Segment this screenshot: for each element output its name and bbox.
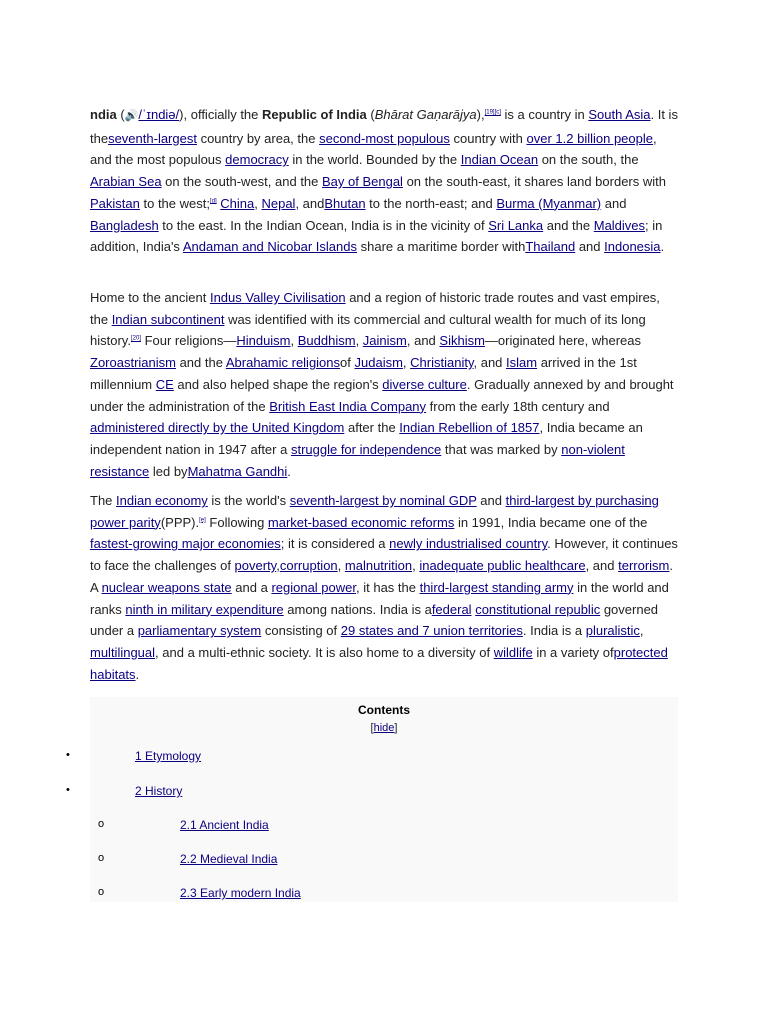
circle-bullet-icon: o xyxy=(98,852,105,864)
link-nuclear-weapons-state[interactable]: nuclear weapons state xyxy=(101,579,232,595)
toc-hide-link[interactable]: hide xyxy=(373,722,395,734)
citation-link[interactable]: [19][c] xyxy=(484,109,501,116)
link-ppp[interactable]: third-largest by purchasing power parity xyxy=(90,493,659,530)
link-sikhism[interactable]: Sikhism xyxy=(439,333,485,349)
toc-item-etymology[interactable]: 1 Etymology xyxy=(135,749,202,763)
history-paragraph: Home to the ancient Indus Valley Civilisation and a region of historic trade routes and vast empires, the Indian subcontinent was identified with its commercial and cultural wealth for much of its long history.[20] Four religions—Hinduism, Buddhism, Jainism, and Sikhism—originated here, whereas Zoroastrianism and the Abrahamic religionsof Judaism, Christianity, and Islam arrived in the 1st millennium CE and also helped shape the region's diverse culture. Gradually annexed by and brought under the administration of the British East India Company from the early 18th century and administered directly by the United Kingdom after the Indian Rebellion of 1857, India became an independent nation in 1947 after a struggle for independence that was marked by non-violent resistance led byMahatma Gandhi. xyxy=(90,290,674,479)
citation[interactable] xyxy=(485,110,501,116)
link-fastest-growing-economies[interactable]: fastest-growing major economies xyxy=(90,536,281,552)
citation-link[interactable]: [e] xyxy=(199,517,206,524)
toc-title: Contents xyxy=(358,703,410,717)
link-constitutional-republic[interactable]: constitutional republic xyxy=(475,601,601,617)
link-islam[interactable]: Islam xyxy=(506,355,538,371)
link-pakistan[interactable]: Pakistan xyxy=(90,195,140,211)
link-newly-industrialised[interactable]: newly industrialised country xyxy=(389,536,548,552)
toc-hide-toggle: [hide] xyxy=(370,722,398,734)
toc-item-history[interactable]: 2 History xyxy=(135,784,183,798)
bullet-icon: • xyxy=(66,784,70,796)
toc-item-ancient-india[interactable]: 2.1 Ancient India xyxy=(180,818,269,832)
link-indian-subcontinent[interactable]: Indian subcontinent xyxy=(111,311,225,327)
link-judaism[interactable]: Judaism xyxy=(354,355,403,371)
link-christianity[interactable]: Christianity xyxy=(410,355,474,371)
table-of-contents xyxy=(90,697,678,902)
link-bay-of-bengal[interactable]: Bay of Bengal xyxy=(322,174,403,190)
link-terrorism[interactable]: terrorism xyxy=(618,558,670,574)
link-healthcare[interactable]: inadequate public healthcare xyxy=(419,558,586,574)
link-seventh-largest[interactable]: seventh-largest xyxy=(108,130,197,146)
speaker-icon[interactable]: 🔊 xyxy=(124,110,139,122)
link-nominal-gdp[interactable]: seventh-largest by nominal GDP xyxy=(289,493,477,508)
link-abrahamic-religions[interactable]: Abrahamic religions xyxy=(225,355,341,371)
citation-link[interactable]: [d] xyxy=(209,198,217,205)
link-multilingual[interactable]: multilingual xyxy=(90,644,156,660)
link-mahatma-gandhi[interactable]: Mahatma Gandhi xyxy=(187,463,288,479)
link-pluralistic[interactable]: pluralistic xyxy=(585,623,640,639)
citation[interactable] xyxy=(210,198,217,204)
link-zoroastrianism[interactable]: Zoroastrianism xyxy=(90,355,176,371)
link-bhutan[interactable]: Bhutan xyxy=(324,195,366,211)
link-population[interactable]: over 1.2 billion people xyxy=(526,130,653,146)
citation[interactable] xyxy=(199,517,206,523)
link-malnutrition[interactable]: malnutrition xyxy=(344,558,413,574)
link-democracy[interactable]: democracy xyxy=(225,152,289,168)
intro-paragraph: ndia (🔊/ˈɪndiə/), officially the Republic of India (Bhārat Gaṇarājya),[19][c] is a country in South Asia. It is theseventh-largest country by area, the second-most populous country with over 1.2 billion people, and the most populous democracy in the world. Bounded by the Indian Ocean on the south, the Arabian Sea on the south-west, and the Bay of Bengal on the south-east, it shares land borders with Pakistan to the west;[d] China, Nepal, andBhutan to the north-east; and Burma (Myanmar) and Bangladesh to the east. In the Indian Ocean, India is in the vicinity of Sri Lanka and the Maldives; in addition, India's Andaman and Nicobar Islands share a maritime border withThailand and Indonesia. xyxy=(90,107,678,255)
link-poverty[interactable]: poverty xyxy=(234,558,277,574)
link-military-expenditure[interactable]: ninth in military expenditure xyxy=(125,601,284,617)
link-jainism[interactable]: Jainism xyxy=(362,333,407,349)
circle-bullet-icon: o xyxy=(98,886,105,898)
native-name: Bhārat Gaṇarājya xyxy=(374,107,477,122)
citation[interactable] xyxy=(131,336,141,342)
link-andaman-nicobar[interactable]: Andaman and Nicobar Islands xyxy=(182,239,357,255)
link-second-most-populous[interactable]: second-most populous xyxy=(319,130,450,146)
official-name: Republic of India xyxy=(262,107,367,122)
economy-paragraph: The Indian economy is the world's seventh-largest by nominal GDP and third-largest by purchasing power parity(PPP).[e] Following market-based economic reforms in 1991, India became one of the fastest-growing major economies; it is considered a newly industrialised country. However, it continues to face the challenges of poverty,corruption, malnutrition, inadequate public healthcare, and terrorism. A nuclear weapons state and a regional power, it has the third-largest standing army in the world and ranks ninth in military expenditure among nations. India is afederal constitutional republic governed under a parliamentary system consisting of 29 states and 7 union territories. India is a pluralistic, multilingual, and a multi-ethnic society. It is also home to a diversity of wildlife in a variety ofprotected habitats. xyxy=(90,493,678,682)
toc-item-early-modern-india[interactable]: 2.3 Early modern India xyxy=(180,886,301,900)
link-sri-lanka[interactable]: Sri Lanka xyxy=(488,217,544,233)
link-indus-valley[interactable]: Indus Valley Civilisation xyxy=(209,290,346,305)
link-ce[interactable]: CE xyxy=(155,376,174,392)
link-non-violent-resistance[interactable]: non-violent resistance xyxy=(90,441,625,479)
link-indian-rebellion[interactable]: Indian Rebellion of 1857 xyxy=(399,420,540,436)
link-corruption[interactable]: corruption xyxy=(279,558,338,574)
link-federal[interactable]: federal xyxy=(431,601,472,617)
link-burma[interactable]: Burma (Myanmar) xyxy=(496,195,602,211)
link-nepal[interactable]: Nepal xyxy=(261,195,296,211)
link-british-east-india-company[interactable]: British East India Company xyxy=(269,398,427,414)
link-buddhism[interactable]: Buddhism xyxy=(297,333,356,349)
link-maldives[interactable]: Maldives xyxy=(593,217,646,233)
link-indian-ocean[interactable]: Indian Ocean xyxy=(460,152,539,168)
link-arabian-sea[interactable]: Arabian Sea xyxy=(90,174,162,190)
link-south-asia[interactable]: South Asia xyxy=(588,107,651,122)
link-wildlife[interactable]: wildlife xyxy=(493,644,533,660)
bullet-icon: • xyxy=(66,749,70,761)
link-protected-habitats[interactable]: protected habitats xyxy=(90,644,668,682)
link-parliamentary-system[interactable]: parliamentary system xyxy=(137,623,262,639)
circle-bullet-icon: o xyxy=(98,818,105,830)
link-thailand[interactable]: Thailand xyxy=(525,239,576,255)
article-lead-word: ndia xyxy=(90,107,117,122)
link-british-raj[interactable]: administered directly by the United Kingdom xyxy=(90,420,345,436)
link-indonesia[interactable]: Indonesia xyxy=(604,239,661,255)
pronunciation-link[interactable]: /ˈɪndiə/ xyxy=(138,107,180,122)
link-regional-power[interactable]: regional power xyxy=(271,579,356,595)
link-china[interactable]: China xyxy=(220,195,255,211)
link-states-and-territories[interactable]: 29 states and 7 union territories xyxy=(340,623,523,639)
citation-link[interactable]: [20] xyxy=(130,336,141,343)
link-economic-reforms[interactable]: market-based economic reforms xyxy=(267,514,455,530)
toc-item-medieval-india[interactable]: 2.2 Medieval India xyxy=(180,852,278,866)
link-standing-army[interactable]: third-largest standing army xyxy=(419,579,574,595)
link-independence-struggle[interactable]: struggle for independence xyxy=(290,441,442,457)
link-diverse-culture[interactable]: diverse culture xyxy=(382,376,467,392)
link-bangladesh[interactable]: Bangladesh xyxy=(90,217,159,233)
link-indian-economy[interactable]: Indian economy xyxy=(116,493,208,508)
link-hinduism[interactable]: Hinduism xyxy=(236,333,291,349)
